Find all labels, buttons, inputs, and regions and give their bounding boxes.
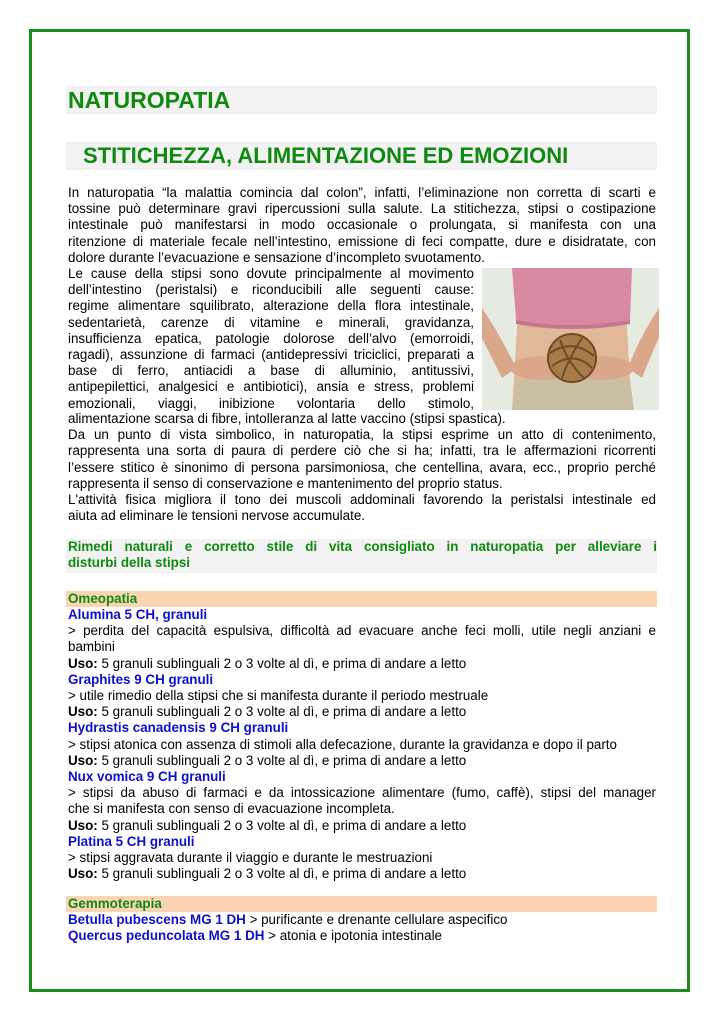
symbolic-line: alimentazione scarsa di fibre, intolleranza al latte vaccino (stipsi spastica). — [68, 411, 506, 426]
remedy-name: Graphites 9 CH granuli — [68, 671, 214, 687]
gemmoterapia-heading: Gemmoterapia — [66, 896, 657, 912]
causes-paragraph — [68, 266, 474, 412]
gemmo-item — [68, 928, 656, 944]
intro-line: intestinale può manifestarsi in modo occasionale o prolungata, si manifesta con una — [68, 217, 656, 233]
gemmo-description: > purificante e drenante cellulare aspecifico — [245, 912, 508, 927]
remedy-item — [68, 720, 656, 769]
remedy-description: > stipsi aggravata durante il viaggio e durante le mestruazioni — [68, 850, 433, 866]
remedy-name: Platina 5 CH granuli — [68, 833, 195, 849]
remedy-name: Alumina 5 CH, granuli — [68, 607, 208, 622]
remedy-name: Hydrastis canadensis 9 CH granuli — [68, 720, 289, 736]
remedy-description: che si manifesta con senso di evacuazione incompleta. — [68, 801, 395, 817]
causes-line: insufficienza epatica, patologie dolorose dell’alvo (emorroidi, — [68, 330, 474, 346]
symbolic-line: l’essere stitico è sinonimo di persona parsimoniosa, che centellina, avara, ecc., proprio perché — [68, 459, 656, 475]
usage-text: 5 granuli sublinguali 2 o 3 volte al dì, e prima di andare a letto — [97, 866, 467, 882]
remedy-usage — [68, 753, 656, 769]
symbolic-line: Da un punto di vista simbolico, in naturopatia, la stipsi esprime un atto di contenimento, — [68, 427, 656, 443]
remedy-usage — [68, 818, 656, 834]
omeopatia-heading: Omeopatia — [66, 591, 657, 607]
remedies-heading-line: Rimedi naturali e corretto stile di vita consigliato in naturopatia per alleviare i — [68, 539, 657, 554]
intro-line: dolore durante l’evacuazione e sensazione d’incompleto svuotamento. — [68, 249, 485, 265]
usage-text: 5 granuli sublinguali 2 o 3 volte al dì, e prima di andare a letto — [97, 817, 467, 833]
activity-line: aiuta ad eliminare le tensioni nervose accumulate. — [68, 508, 365, 524]
remedy-description: > utile rimedio della stipsi che si manifesta durante il periodo mestruale — [68, 688, 489, 704]
usage-label: Uso: — [68, 704, 98, 720]
causes-line: emozionali, viaggi, inibizione volontaria dello stimolo, — [68, 395, 474, 411]
gemmo-item — [68, 912, 656, 928]
usage-label: Uso: — [68, 655, 98, 671]
causes-line: base di ferro, antiacidi a base di alluminio, antitussivi, — [68, 363, 474, 379]
usage-label: Uso: — [68, 866, 98, 882]
remedy-item — [68, 607, 656, 672]
causes-line: Le cause della stipsi sono dovute principalmente al movimento — [68, 266, 474, 281]
abdomen-illustration — [482, 268, 659, 410]
usage-label: Uso: — [68, 817, 98, 833]
intro-line: tossine può determinare gravi ripercussioni sulla salute. La stitichezza, stipsi o costipazione — [68, 201, 656, 217]
remedies-heading — [66, 539, 657, 573]
remedy-name: Nux vomica 9 CH granuli — [68, 769, 226, 785]
omeopatia-list — [68, 607, 656, 882]
causes-line: sedentarietà, carenze di vitamine e minerali, gravidanza, — [68, 314, 474, 330]
causes-line: dell’intestino (peristalsi) e riconducibili alle seguenti cause: — [68, 282, 474, 298]
symbolic-paragraph — [68, 411, 656, 492]
intro-paragraph — [68, 185, 656, 266]
gemmo-description: > atonia e ipotonia intestinale — [264, 928, 442, 944]
causes-line: ragadi), assunzione di farmaci (antidepressivi triciclici, preparati a — [68, 347, 474, 363]
intro-line: ritenzione di materiale fecale nell’intestino, emissione di feci compatte, dure e disidratate, con — [68, 233, 656, 249]
remedy-description: > stipsi da abuso di farmaci e da intossicazione alimentare (fumo, caffè), stipsi del manager — [68, 785, 656, 801]
gemmoterapia-list — [68, 912, 656, 944]
usage-text: 5 granuli sublinguali 2 o 3 volte al dì, e prima di andare a letto — [97, 752, 467, 768]
remedies-heading-line: disturbi della stipsi — [68, 555, 191, 571]
remedy-usage — [68, 656, 656, 672]
gemmo-name: Quercus peduncolata MG 1 DH — [68, 928, 265, 944]
symbolic-line: rappresenta il senso di conservazione e mantenimento del proprio status. — [68, 475, 503, 491]
symbolic-line: rappresenta una sorta di paura di perdere ciò che si ha; infatti, tra le affermazioni ricorrenti — [68, 443, 656, 459]
gemmo-name: Betulla pubescens MG 1 DH — [68, 912, 246, 927]
activity-paragraph — [68, 492, 656, 524]
remedy-description: > perdita del capacità espulsiva, difficoltà ad evacuare anche feci molli, utile negli anziani e — [68, 623, 656, 639]
usage-text: 5 granuli sublinguali 2 o 3 volte al dì, e prima di andare a letto — [97, 704, 467, 720]
abdomen-photo — [482, 268, 659, 410]
remedy-item — [68, 672, 656, 721]
remedy-item — [68, 834, 656, 883]
remedy-item — [68, 769, 656, 834]
remedy-usage — [68, 866, 656, 882]
usage-text: 5 granuli sublinguali 2 o 3 volte al dì, e prima di andare a letto — [97, 655, 467, 671]
page-subtitle: STITICHEZZA, ALIMENTAZIONE ED EMOZIONI — [66, 142, 657, 170]
remedy-usage — [68, 704, 656, 720]
remedy-description: > stipsi atonica con assenza di stimoli alla defecazione, durante la gravidanza e dopo il parto — [68, 736, 617, 752]
causes-line: antipepilettici, analgesici e antibiotici), ansia e stress, problemi — [68, 379, 474, 395]
usage-label: Uso: — [68, 752, 98, 768]
page-title: NATUROPATIA — [66, 86, 657, 114]
causes-line: regime alimentare squilibrato, alterazione della flora intestinale, — [68, 298, 474, 314]
intro-line: In naturopatia “la malattia comincia dal colon”, infatti, l’eliminazione non corretta di scarti e — [68, 185, 656, 200]
activity-line: L'attività fisica migliora il tono dei muscoli addominali favorendo la peristalsi intestinale ed — [68, 492, 656, 507]
remedy-description: bambini — [68, 639, 115, 655]
